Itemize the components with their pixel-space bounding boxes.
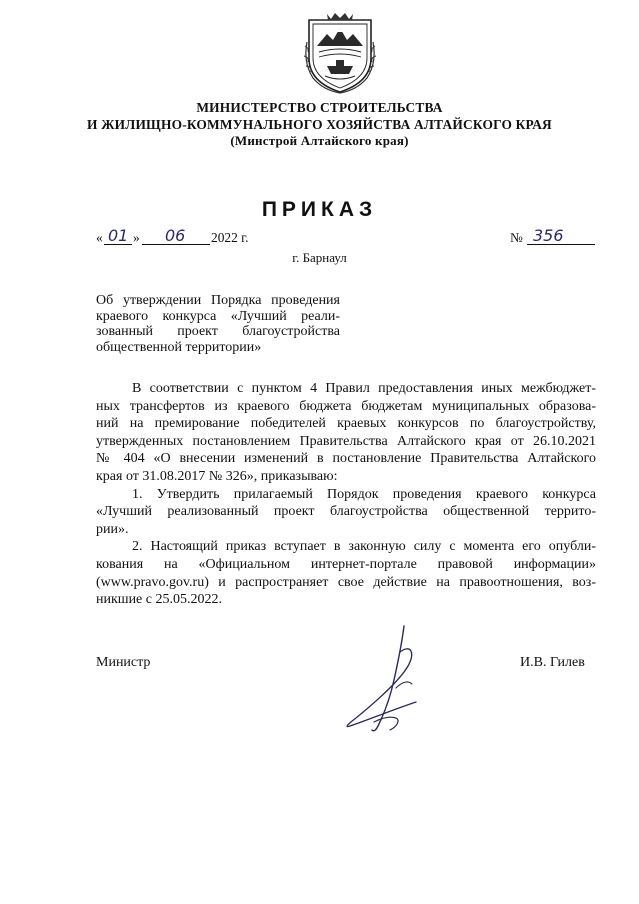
body-line: В соответствии с пунктом 4 Правил предоставления иных межбюджет-	[132, 381, 596, 396]
organization-short-name: (Минстрой Алтайского края)	[230, 133, 409, 148]
signatory-position: Министр	[96, 655, 151, 670]
subject-line: общественной территории»	[96, 339, 262, 355]
order-body	[96, 380, 596, 609]
body-line: утвержденных постановлением Правительства Алтайского края от 26.10.2021	[96, 433, 596, 449]
body-line: никшие с 25.05.2022.	[96, 592, 222, 608]
subject-block	[96, 293, 340, 355]
signatory-name: И.В. Гилев	[520, 655, 585, 670]
date-month: 06	[165, 226, 186, 245]
coat-of-arms-emblem-icon	[303, 12, 377, 94]
subject-line: Об утверждении Порядка проведения	[96, 293, 340, 308]
body-line: (www.pravo.gov.ru) и распространяет свое действие на правоотношения, воз-	[96, 574, 596, 590]
body-line: «Лучший реализованный проект благоустройства общественной террито-	[96, 504, 596, 520]
body-line: кования на «Официальном интернет-портале правовой информации»	[96, 556, 596, 572]
number-label: №	[510, 230, 523, 245]
date-open-quote: «	[96, 230, 103, 245]
body-line-item-2: 2. Настоящий приказ вступает в законную силу с момента его опубли-	[132, 539, 596, 555]
order-number: 356	[533, 226, 564, 245]
body-line: края от 31.08.2017 № 326», приказываю:	[96, 468, 338, 484]
body-line: ний на премирование победителей краевых конкурсов по благоустройству,	[96, 416, 596, 432]
subject-line: зованный проект благоустройства	[96, 324, 340, 339]
subject-line: краевого конкурса «Лучший реали-	[96, 308, 340, 324]
organization-line-1: МИНИСТЕРСТВО СТРОИТЕЛЬСТВА	[196, 100, 443, 115]
organization-line-2: И ЖИЛИЩНО-КОММУНАЛЬНОГО ХОЗЯЙСТВА АЛТАЙСКОГО КРАЯ	[87, 117, 552, 132]
body-line: рии».	[96, 521, 129, 537]
city: г. Барнаул	[292, 250, 347, 265]
handwritten-signature-icon	[338, 622, 448, 742]
body-line: ных трансфертов из краевого бюджета бюджетам муниципальных образова-	[96, 398, 596, 414]
date-close-quote: »	[133, 230, 140, 245]
date-year: 2022 г.	[211, 230, 249, 245]
body-line-item-1: 1. Утвердить прилагаемый Порядок проведения краевого конкурса	[132, 486, 596, 502]
document-title: ПРИКАЗ	[261, 198, 378, 221]
body-line: № 404 «О внесении изменений в постановление Правительства Алтайского	[96, 451, 596, 467]
date-day: 01	[108, 226, 129, 245]
